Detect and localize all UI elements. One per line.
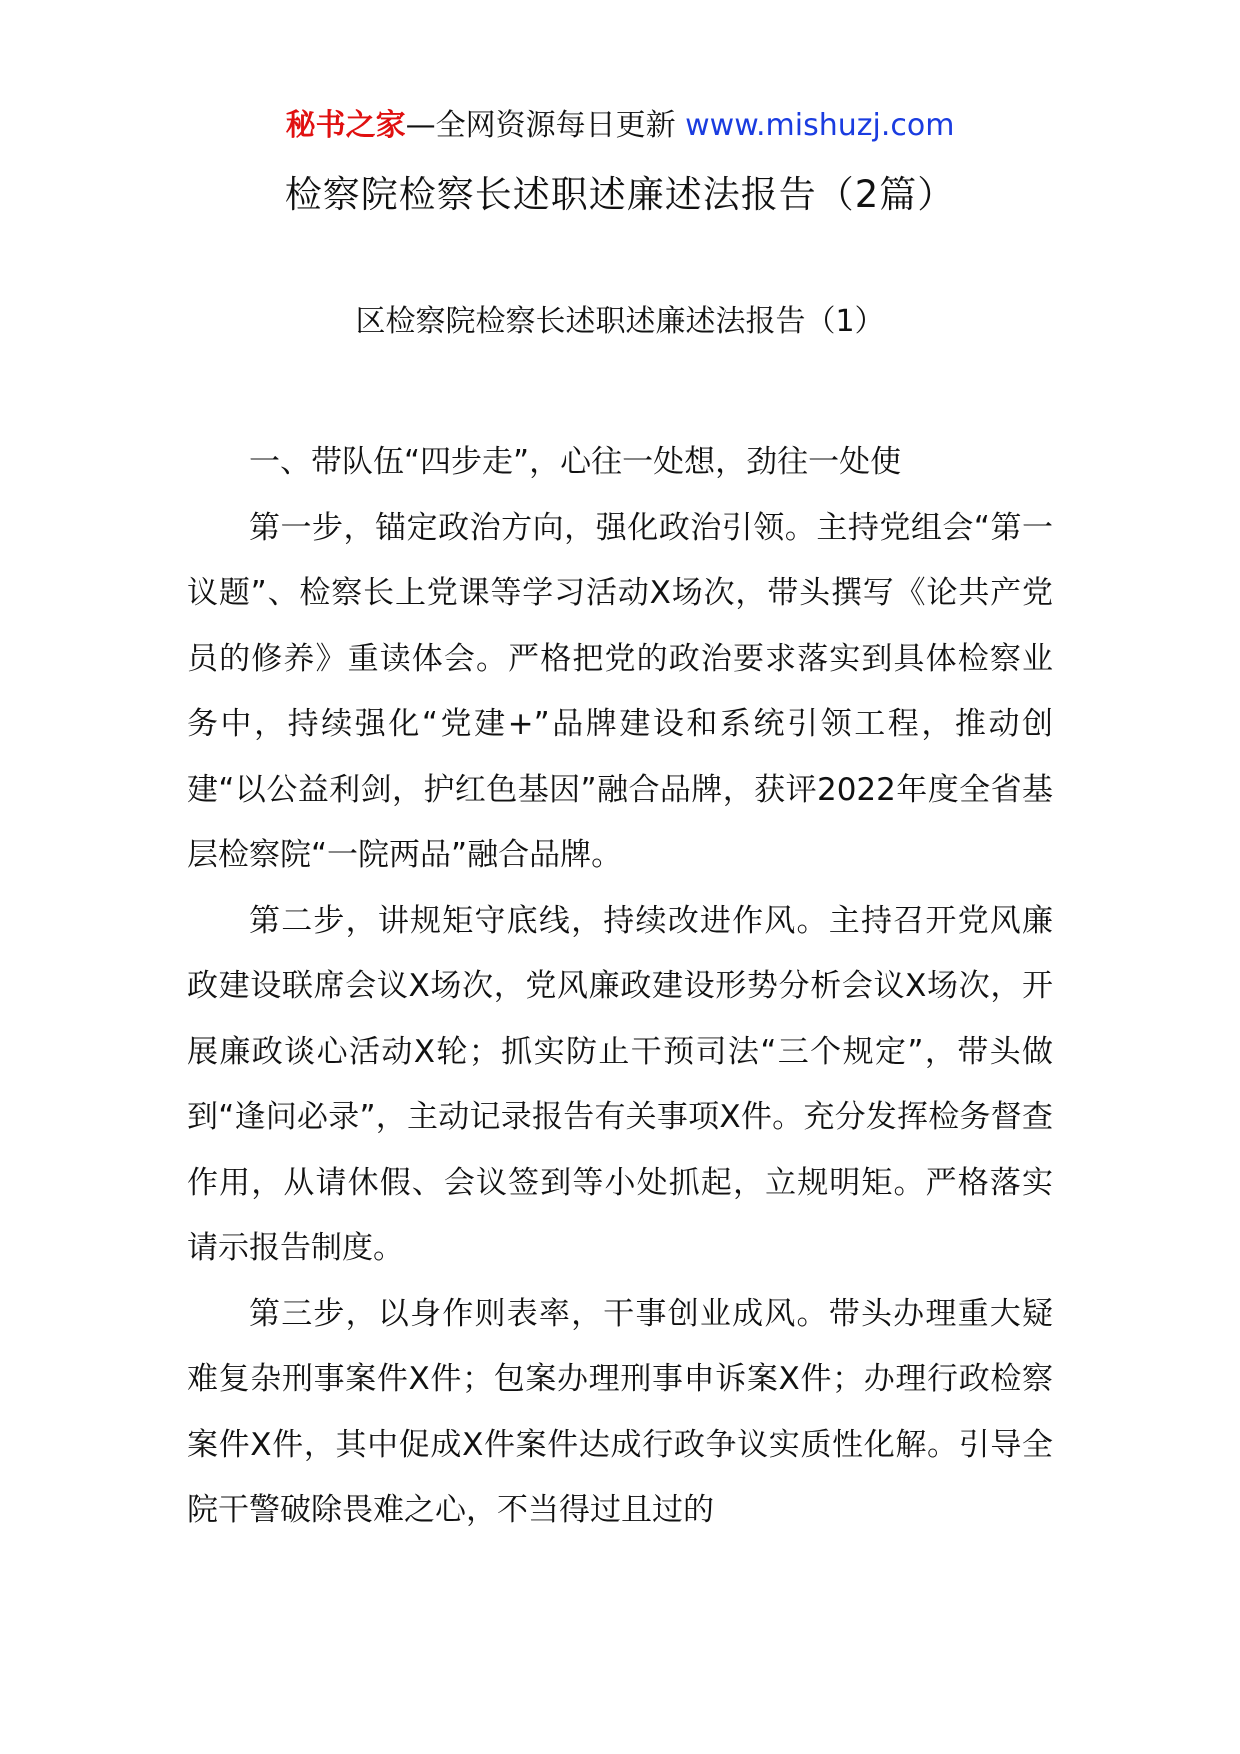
site-header (0, 104, 1240, 148)
document-body (187, 430, 1053, 1544)
body-paragraph-1: 第一步，锚定政治方向，强化政治引领。主持党组会“第一议题”、检察长上党课等学习活动X场次，带头撰写《论共产党员的修养》重读体会。严格把党的政治要求落实到具体检察业务中，持续强化“党建+”品牌建设和系统引领工程，推动创建“以公益利剑，护红色基因”融合品牌，获评2022年度全省基层检察院“一院两品”融合品牌。 (187, 509, 1053, 873)
document-subtitle: 区检察院检察长述职述廉述法报告（1） (355, 304, 885, 339)
header-tagline: —全网资源每日更新 (405, 108, 676, 143)
brand-name: 秘书之家 (285, 108, 406, 143)
document-title: 检察院检察长述职述廉述法报告（2篇） (284, 173, 956, 216)
section-heading: 一、带队伍“四步走”，心往一处想，劲往一处使 (249, 444, 902, 480)
body-paragraph-3: 第三步，以身作则表率，干事创业成风。带头办理重大疑难复杂刑事案件X件；包案办理刑事申诉案X件；办理行政检察案件X件，其中促成X件案件达成行政争议实质性化解。引导全院干警破除畏难之心，不当得过且过的 (187, 1295, 1053, 1528)
site-url-link[interactable]: www.mishuzj.com (685, 108, 955, 143)
body-paragraph-2: 第二步，讲规矩守底线，持续改进作风。主持召开党风廉政建设联席会议X场次，党风廉政建设形势分析会议X场次，开展廉政谈心活动X轮；抓实防止干预司法“三个规定”，带头做到“逢问必录”，主动记录报告有关事项X件。充分发挥检务督查作用，从请休假、会议签到等小处抓起，立规明矩。严格落实请示报告制度。 (187, 902, 1053, 1266)
